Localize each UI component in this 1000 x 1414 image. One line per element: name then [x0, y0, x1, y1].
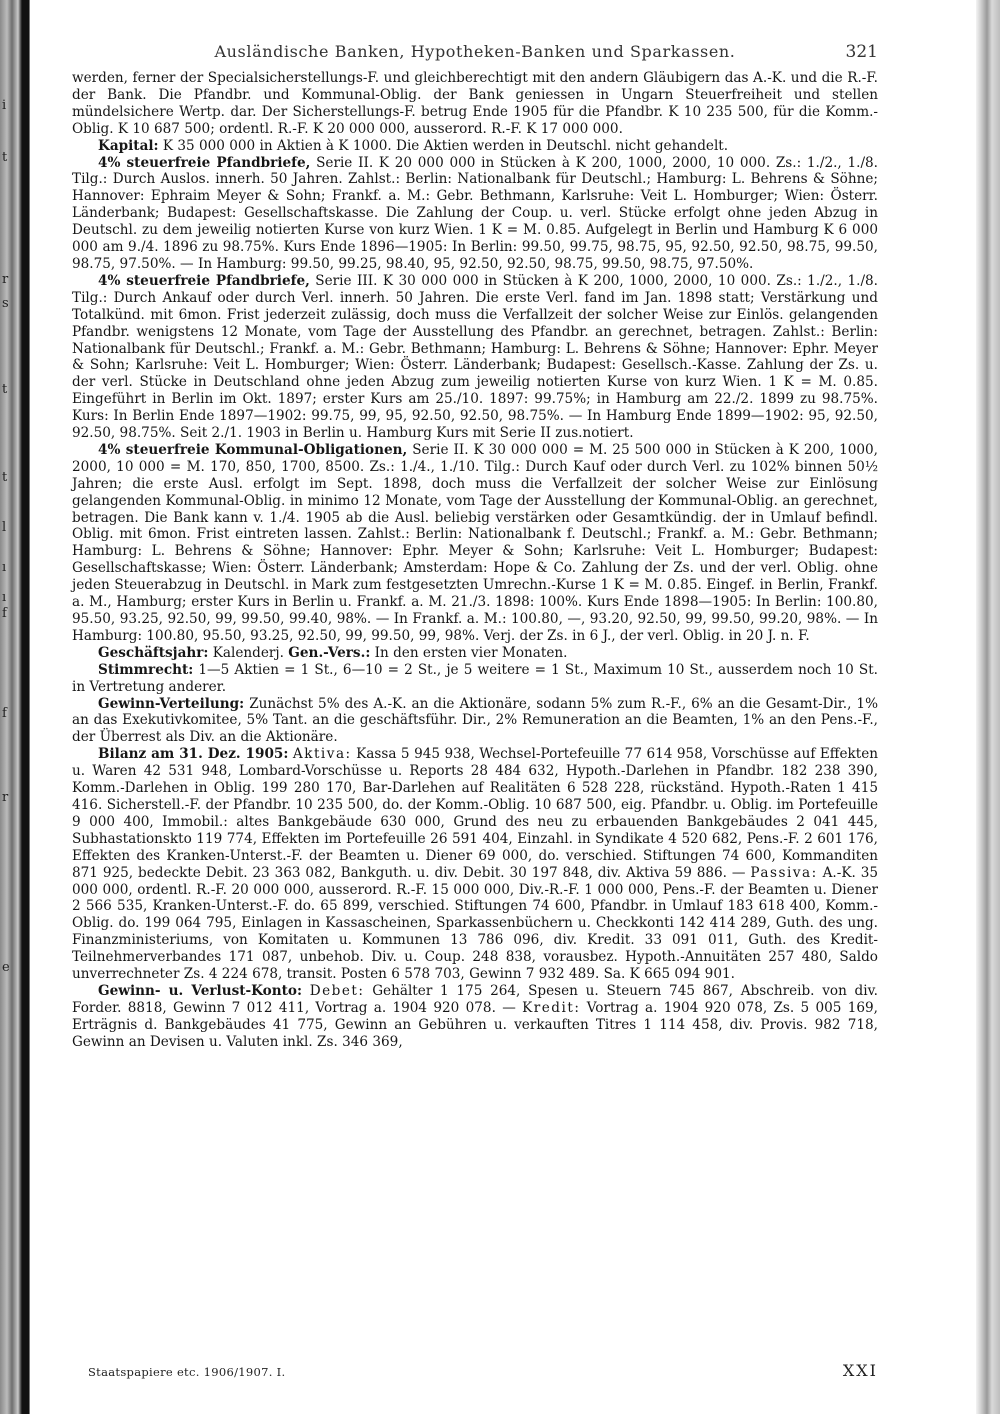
bold-heading: Bilanz am 31. Dez. 1905:: [98, 746, 289, 763]
margin-mark: t: [2, 150, 8, 165]
bold-heading: 4% steuerfreie Pfandbriefe,: [98, 272, 310, 289]
bold-heading: Geschäftsjahr:: [98, 644, 209, 661]
text-run: K 35 000 000 in Aktien à K 1000. Die Aktien werden in Deutschl. nicht gehandelt.: [158, 137, 729, 154]
paragraph-p1: [72, 70, 878, 138]
margin-mark: r: [2, 790, 9, 805]
margin-mark: ı: [2, 560, 7, 575]
paragraph-p9: [72, 746, 878, 983]
body-text: [72, 70, 878, 1051]
text-run: Serie II. K 30 000 000 = M. 25 500 000 in Stücken à K 200, 1000, 2000, 10 000 = M. 170, 850, 1700, 8500. Zs.: 1./4., 1./10. Tilg.: Durch Kauf oder durch Verl. zu 102% binnen 50½ Jahren; die erste Ausl. erfolgt im Sept. 1898, doch muss die Verfallzeit der solcher Weise zur Einlösung gelangenden Kommunal-Oblig. in minimo 12 Monate, vom Tage der Ausstellung der Kommunal-Oblig. an gerechnet, betragen. Die Bank kann v. 1./4. 1905 ab die Ausl. beliebig verstärken oder Gesamtkündig. der in Umlauf befindl. Oblig. mit 6mon. Frist eintreten lassen. Zahlst.: Berlin: Nationalbank f. Deutschl.; Frankf. a. M.: Gebr. Bethmann; Hamburg: L. Behrens & Söhne; Hannover: Ephr. Meyer & Sohn; Karlsruhe: Veit L. Homburger; Budapest: Gesellschaftskasse; Wien: Österr. Länderbank; Amsterdam: Hope & Co. Zahlung der Zs. und der verl. Oblig. ohne jeden Steuerabzug in Deutschl. in Mark zum festgesetzten Umrechn.-Kurse 1 K = M. 0.85. Eingef. in Berlin, Frankf. a. M., Hamburg; erster Kurs in Berlin u. Frankf. a. M. 21./3. 1898: 100%. Kurs Ende 1898—1905: In Berlin: 100.80, 95.50, 93.25, 92.50, 99, 99.50, 99.40, 98%. — In Frankf. a. M.: 100.80, —, 93.20, 92.50, 99, 99.50, 99.20, 98%. — In Hamburg: 100.80, 95.50, 93.25, 92.50, 99, 99.50, 99, 98%. Verj. der Zs. in 6 J., der verl. Oblig. in 20 J. n. F.: [72, 441, 878, 644]
paragraph-p7: [72, 662, 878, 696]
scan-edge-right: [976, 0, 1000, 1414]
spaced-label: Debet:: [309, 982, 365, 999]
page-number: 321: [845, 42, 878, 62]
page-footer: [72, 1361, 878, 1385]
margin-mark: e: [2, 960, 10, 975]
margin-mark: i: [2, 98, 7, 113]
text-run: Kalenderj.: [208, 644, 289, 661]
book-page: [72, 42, 878, 1051]
bold-heading: Gewinn-Verteilung:: [98, 695, 245, 712]
margin-mark: ı: [2, 590, 7, 605]
paragraph-p4: [72, 273, 878, 442]
bold-heading: Stimmrecht:: [98, 661, 194, 678]
spaced-label: Kredit:: [522, 999, 581, 1016]
text-run: Serie III. K 30 000 000 in Stücken à K 200, 1000, 2000, 10 000. Zs.: 1./2., 1./8. Tilg.: Durch Ankauf oder durch Verl. innerh. 50 Jahren. Die erste Verl. fand im Jan. 1898 statt; Verstärkung und Totalkünd. mit 6mon. Frist jederzeit zulässig, doch muss die Verfallzeit der solcher Weise zur Einlös. gelangenden Pfandbr. wenigstens 12 Monate, vom Tage der Ausstellung des Pfandbr. an gerechnet, betragen. Zahlst.: Berlin: Nationalbank für Deutschl.; Frankf. a. M.: Gebr. Bethmann; Hamburg: L. Behrens & Söhne; Hannover: Ephr. Meyer & Sohn; Karlsruhe: Veit L. Homburger; Wien: Österr. Länderbank; Budapest: Gesellsch.-Kasse. Zahlung der Zs. u. der verl. Stücke in Deutschland ohne jeden Abzug zum jeweilig notierten Kurse von kurz Wien. 1 K = M. 0.85. Eingeführt in Berlin im Okt. 1897; erster Kurs am 25./10. 1897: 99.75%; in Hamburg am 22./2. 1899 zu 98.75%. Kurs: In Berlin Ende 1897—1902: 99.75, 99, 95, 92.50, 92.50, 98.75%. — In Hamburg Ende 1899—1902: 95, 92.50, 92.50, 98.75%. Seit 2./1. 1903 in Berlin u. Hamburg Kurs mit Serie II zus.notiert.: [72, 272, 878, 442]
bleed-through-margin-marks: [2, 0, 16, 1414]
margin-mark: s: [2, 296, 9, 311]
paragraph-p10: [72, 983, 878, 1051]
margin-mark: f: [2, 706, 7, 721]
text-run: Serie II. K 20 000 000 in Stücken à K 200, 1000, 2000, 10 000. Zs.: 1./2., 1./8. Tilg.: Durch Auslos. innerh. 50 Jahren. Zahlst.: Berlin: Nationalbank für Deutschl.; Hamburg: L. Behrens & Söhne; Hannover: Ephraim Meyer & Sohn; Frankf. a. M.: Gebr. Bethmann, Karlsruhe: Veit L. Homburger; Wien: Österr. Länderbank; Budapest: Gesellschaftskasse. Die Zahlung der Coup. u. verl. Stücke erfolgt ohne jeden Abzug in Deutschl. zu dem jeweilig notierten Kurse von kurz Wien. 1 K = M. 0.85. Aufgelegt in Berlin und Hamburg K 6 000 000 am 9./4. 1896 zu 98.75%. Kurs Ende 1896—1905: In Berlin: 99.50, 99.75, 98.75, 95, 92.50, 92.50, 98.75, 99.50, 98.75, 97.50%. — In Hamburg: 99.50, 99.25, 98.40, 95, 92.50, 92.50, 98.75, 99.50, 98.75, 97.50%.: [72, 154, 878, 272]
bold-heading: 4% steuerfreie Pfandbriefe,: [98, 154, 311, 171]
margin-mark: f: [2, 606, 7, 621]
paragraph-p8: [72, 696, 878, 747]
bold-heading: Gewinn- u. Verlust-Konto:: [98, 982, 302, 999]
paragraph-p2: [72, 138, 878, 155]
text-run: A.-K. 35 000 000, ordentl. R.-F. 20 000 000, ausserord. R.-F. 15 000 000, Div.-R.-F. 1 000 000, Pens.-F. der Beamten u. Diener 2 566 535, Kranken-Unterst.-F. do. 65 899, verschied. Stiftungen 74 600, Pfandbr. in Umlauf 183 618 400, Komm.-Oblig. do. 199 064 795, Einlagen in Kassascheinen, Sparkassenbüchern u. Checkkonti 142 414 289, Guth. des ung. Finanzministeriums, von Komitaten u. Kommunen 13 786 096, div. Kredit. 33 091 011, Guth. des Kredit-Teilnehmerverbandes 171 087, unbehob. Div. u. Coup. 248 838, vorausbez. Hypoth.-Annuitäten 257 480, Saldo unverrechneter Zs. 4 224 678, transit. Posten 6 578 703, Gewinn 7 932 489. Sa. K 665 094 901.: [72, 864, 878, 983]
running-title: Ausländische Banken, Hypotheken-Banken und Sparkassen.: [214, 42, 736, 61]
text-run: Gehälter 1 175 264, Spesen u. Steuern 745 867, Abschreib. von div. Forder. 8818, Gewinn 7 012 411, Vortrag a. 1904 920 078. —: [72, 982, 878, 1016]
margin-mark: l: [2, 520, 7, 535]
spaced-label: Passiva:: [750, 864, 818, 881]
bold-heading: Kapital:: [98, 137, 159, 154]
running-header: [72, 42, 878, 70]
text-run: Vortrag a. 1904 920 078, Zs. 5 005 169, Erträgnis d. Bankgebäudes 41 775, Gewinn an Gebühren u. verkauften Titres 1 114 458, div. Provis. 982 718, Gewinn an Devisen u. Valuten inkl. Zs. 346 369,: [72, 999, 878, 1050]
text-run: 1—5 Aktien = 1 St., 6—10 = 2 St., je 5 weitere = 1 St., Maximum 10 St., ausserdem noch 10 St. in Vertretung anderer.: [72, 661, 878, 695]
signature-line: Staatspapiere etc. 1906/1907. I.: [88, 1365, 286, 1379]
text-run: [302, 983, 310, 999]
text-run: Zunächst 5% des A.-K. an die Aktionäre, sodann 5% zum R.-F., 6% an die Gesamt-Dir., 1% an das Exekutivkomitee, 5% Tant. an die geschäftsführ. Dir., 2% Remuneration an die Beamten, 1% an den Pens.-F., der Überrest als Div. an die Aktionäre.: [72, 695, 878, 746]
margin-mark: t: [2, 382, 8, 397]
margin-mark: t: [2, 470, 8, 485]
bold-heading: Gen.-Vers.:: [288, 644, 371, 661]
margin-mark: r: [2, 272, 9, 287]
paragraph-p6: [72, 645, 878, 662]
sheet-signature: XXI: [842, 1361, 878, 1380]
text-run: In den ersten vier Monaten.: [370, 644, 568, 661]
text-run: Kassa 5 945 938, Wechsel-Portefeuille 77 614 958, Vorschüsse auf Effekten u. Waren 42 531 948, Lombard-Vorschüsse u. Reports 28 484 632, Hypoth.-Darlehen in Pfandbr. 182 238 390, Komm.-Darlehen in Oblig. 199 280 170, Bar-Darlehen auf Realitäten 6 528 228, rückständ. Hypoth.-Raten 1 415 416. Sicherstell.-F. der Pfandbr. 10 235 500, do. der Komm.-Oblig. 10 687 500, eig. Pfandbr. u. Oblig. im Portefeuille 9 000 400, Immobil.: altes Bankgebäude 630 000, Grund des neu zu erbauenden Bankgebäudes 2 041 445, Subhastationskto 119 774, Effekten im Portefeuille 26 591 404, Einzahl. in Syndikate 4 520 682, Pens.-F. 2 601 176, Effekten des Kranken-Unterst.-F. der Beamten u. Diener 69 000, do. verschied. Stiftungen 74 600, Kommanditen 871 925, bedeckte Debit. 23 363 082, Bankguth. u. div. Debit. 30 197 848, div. Aktiva 59 886. —: [72, 746, 878, 881]
bold-heading: 4% steuerfreie Kommunal-Obligationen,: [98, 441, 408, 458]
paragraph-p3: [72, 155, 878, 273]
text-run: werden, ferner der Specialsicherstellungs-F. und gleichberechtigt mit den andern Gläubigern das A.-K. und die R.-F. der Bank. Die Pfandbr. und Kommunal-Oblig. der Bank geniessen in Ungarn Steuerfreiheit und stellen mündelsichere Wertp. dar. Der Sicherstellungs-F. betrug Ende 1905 für die Pfandbr. K 10 235 500, für die Komm.-Oblig. K 10 687 500; ordentl. R.-F. K 20 000 000, ausserord. R.-F. K 17 000 000.: [72, 70, 878, 137]
spaced-label: Aktiva:: [292, 746, 352, 763]
paragraph-p5: [72, 442, 878, 645]
